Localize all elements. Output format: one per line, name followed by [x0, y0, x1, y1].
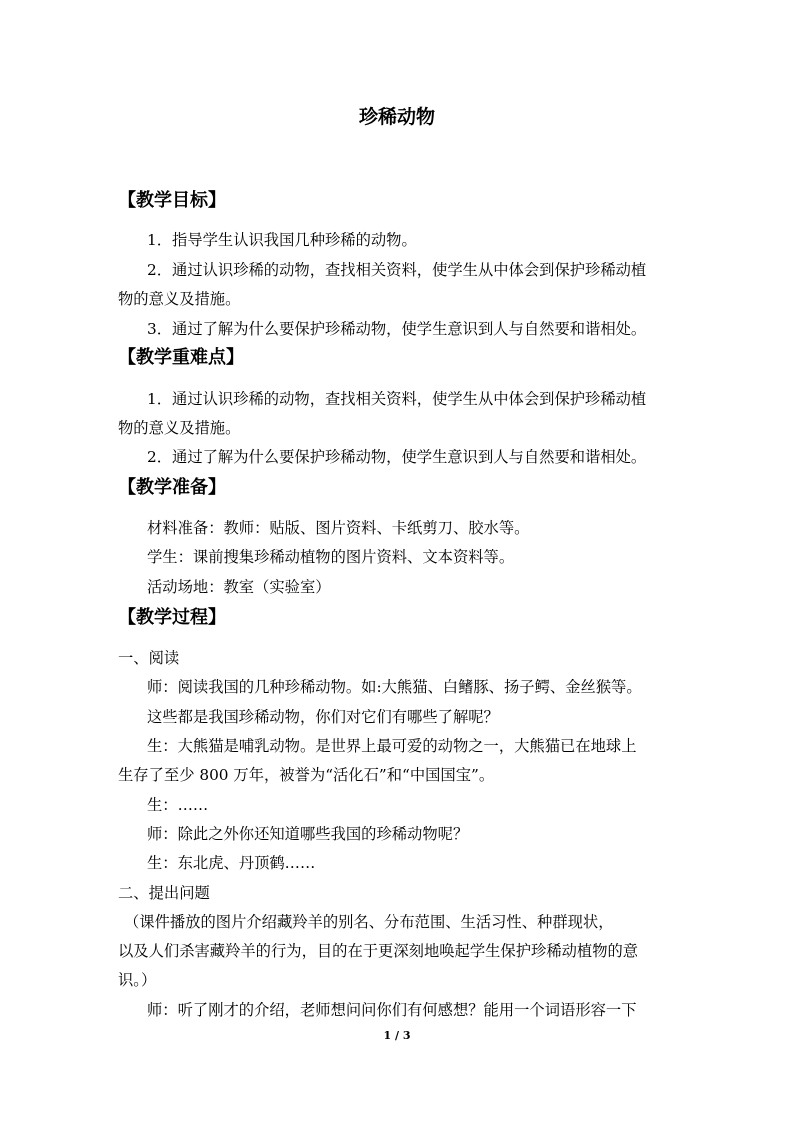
- process-line: 师：听了刚才的介绍，老师想问问你们有何感想？能用一个词语形容一下: [147, 1001, 637, 1019]
- process-subheading: 一、阅读: [118, 649, 180, 667]
- objectives-line: 2．通过认识珍稀的动物，查找相关资料，使学生从中体会到保护珍稀动植: [147, 261, 647, 279]
- key-points-line: 2．通过了解为什么要保护珍稀动物，使学生意识到人与自然要和谐相处。: [147, 448, 647, 466]
- process-subheading: 二、提出问题: [118, 884, 210, 902]
- process-line: 生存了至少 800 万年，被誉为“活化石”和“中国国宝”。: [118, 766, 495, 784]
- objectives-line: 物的意义及措施。: [118, 290, 241, 308]
- preparation-line: 活动场地：教室（实验室）: [147, 578, 331, 596]
- heading-process: 【教学过程】: [118, 607, 226, 628]
- objectives-line: 1．指导学生认识我国几种珍稀的动物。: [147, 231, 417, 249]
- process-line: 生：大熊猫是哺乳动物。是世界上最可爱的动物之一，大熊猫已在地球上: [147, 737, 637, 755]
- process-line: 识。）: [118, 971, 157, 989]
- process-line: 师：除此之外你还知道哪些我国的珍稀动物呢？: [147, 825, 469, 843]
- process-line: 这些都是我国珍稀动物，你们对它们有哪些了解呢？: [147, 708, 499, 726]
- key-points-line: 1．通过认识珍稀的动物，查找相关资料，使学生从中体会到保护珍稀动植: [147, 390, 647, 408]
- process-line: 生：东北虎、丹顶鹤……: [147, 854, 316, 872]
- process-line: 生：……: [147, 796, 209, 814]
- page-number: 1 / 3: [383, 1029, 411, 1042]
- document-title: 珍稀动物: [358, 106, 435, 128]
- key-points-line: 物的意义及措施。: [118, 419, 241, 437]
- process-line: （课件播放的图片介绍藏羚羊的别名、分布范围、生活习性、种群现状，: [124, 913, 614, 931]
- process-line: 以及人们杀害藏羚羊的行为，目的在于更深刻地唤起学生保护珍稀动植物的意: [118, 942, 639, 960]
- process-line: 师：阅读我国的几种珍稀动物。如:大熊猫、白鳍豚、扬子鳄、金丝猴等。: [147, 678, 642, 696]
- heading-key-points: 【教学重难点】: [118, 347, 244, 368]
- objectives-line: 3．通过了解为什么要保护珍稀动物，使学生意识到人与自然要和谐相处。: [147, 320, 647, 338]
- heading-objectives: 【教学目标】: [118, 190, 226, 211]
- heading-preparation: 【教学准备】: [118, 477, 226, 498]
- preparation-line: 学生：课前搜集珍稀动植物的图片资料、文本资料等。: [147, 548, 515, 566]
- preparation-line: 材料准备：教师：贴版、图片资料、卡纸剪刀、胶水等。: [147, 519, 530, 537]
